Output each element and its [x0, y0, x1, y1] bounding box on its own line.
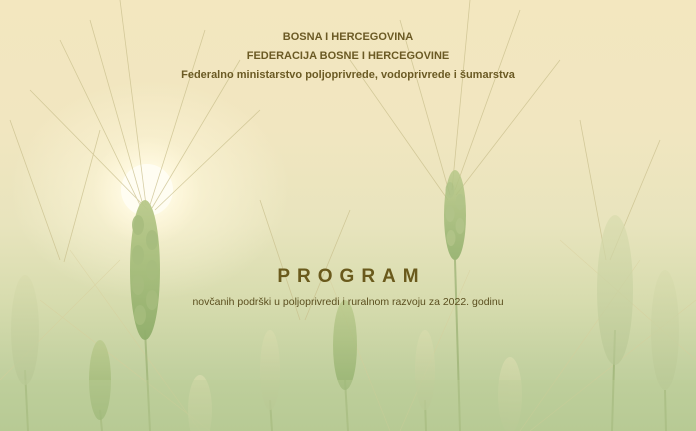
program-subtitle: novčanih podrški u poljoprivredi i ruralnom razvoju za 2022. godinu	[192, 296, 504, 308]
program-title: PROGRAM	[277, 266, 426, 287]
ministry-name: Federalno ministarstvo poljoprivrede, vodoprivrede i šumarstva	[181, 69, 515, 81]
wheat-spike-center	[333, 300, 357, 390]
wheat-spike-lower-left	[11, 275, 39, 385]
entity-name: FEDERACIJA BOSNE I HERCEGOVINE	[246, 50, 450, 62]
wheat-spike-right	[444, 170, 466, 260]
document-header	[0, 28, 696, 85]
country-name: BOSNA I HERCEGOVINA	[282, 31, 414, 43]
